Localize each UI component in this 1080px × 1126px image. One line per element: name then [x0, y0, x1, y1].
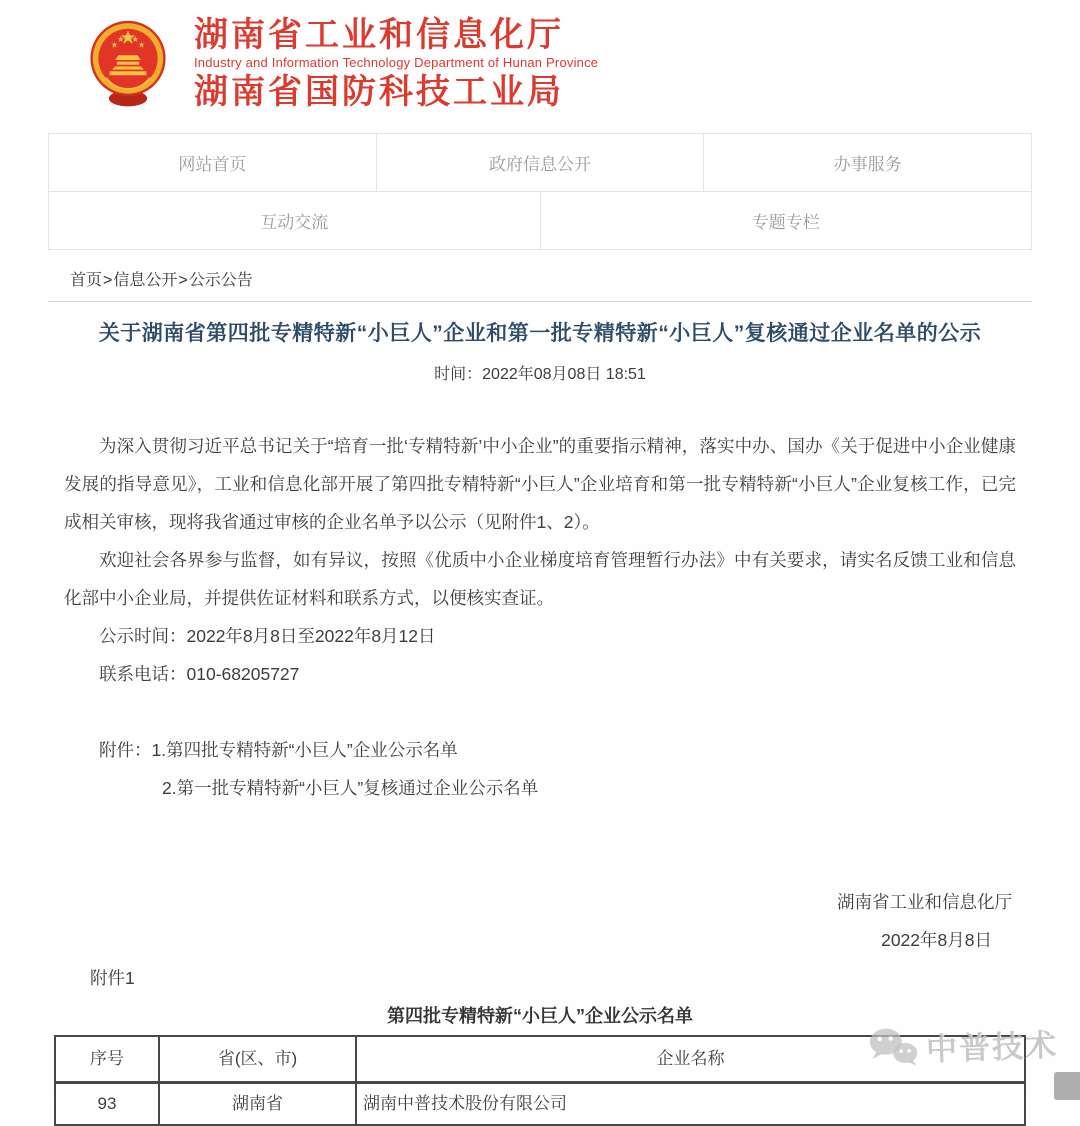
signature-org: 湖南省工业和信息化厅	[837, 892, 1012, 913]
signature-date: 2022年8月8日	[881, 930, 992, 951]
attachments-label: 附件：	[99, 740, 152, 761]
table-header-row	[55, 1036, 1025, 1083]
nav-row-2	[49, 191, 1031, 249]
paragraph-2: 欢迎社会各界参与监督，如有异议，按照《优质中小企业梯度培育管理暂行办法》中有关要求，请实名反馈工业和信息化部中小企业局，并提供佐证材料和联系方式，以便核实查证。	[64, 550, 1016, 609]
divider	[48, 301, 1032, 302]
attachment1-label: 附件1	[90, 968, 135, 989]
watermark-text: 中普技术	[925, 1027, 1059, 1067]
attachments-line-1	[64, 731, 1016, 769]
breadcrumb-separator: >	[178, 272, 188, 289]
attachments-line-2	[64, 769, 1016, 807]
attachment-link-1[interactable]: 1.第四批专精特新“小巨人”企业公示名单	[151, 740, 458, 761]
publicity-period: 公示时间：2022年8月8日至2022年8月12日	[99, 626, 436, 647]
page-title: 关于湖南省第四批专精特新“小巨人”企业和第一批专精特新“小巨人”复核通过企业名单的公示	[98, 322, 982, 345]
table-header-province: 省(区、市)	[159, 1036, 356, 1083]
cell-province: 湖南省	[159, 1083, 356, 1126]
contact-phone: 联系电话：010-68205727	[99, 664, 300, 685]
main-nav	[48, 133, 1032, 250]
org-name-line1: 湖南省工业和信息化厅	[194, 16, 564, 54]
org-name-line2: 湖南省国防科技工业局	[194, 73, 564, 111]
nav-item-special-columns[interactable]: 专题专栏	[540, 192, 1032, 249]
site-header	[0, 0, 1080, 111]
org-name-english: Industry and Information Technology Department of Hunan Province	[194, 55, 599, 70]
breadcrumb-announcements[interactable]: 公示公告	[188, 272, 253, 289]
corner-block	[1054, 1072, 1080, 1100]
attachment1-table-title: 第四批专精特新“小巨人”企业公示名单	[387, 1006, 693, 1027]
breadcrumb-separator: >	[103, 272, 113, 289]
cell-company: 湖南中普技术股份有限公司	[356, 1083, 1025, 1126]
table-row	[55, 1083, 1025, 1126]
cell-index: 93	[55, 1083, 159, 1126]
breadcrumb-info-disclosure[interactable]: 信息公开	[113, 272, 178, 289]
org-titles	[194, 16, 598, 111]
national-emblem-icon	[88, 18, 168, 110]
paragraph-1: 为深入贯彻习近平总书记关于“培育一批‘专精特新’中小企业”的重要指示精神，落实中办、国办《关于促进中小企业健康发展的指导意见》，工业和信息化部开展了第四批专精特新“小巨人”企业培育和第一批专精特新“小巨人”企业复核工作，已完成相关审核，现将我省通过审核的企业名单予以公示（见附件1、2）。	[64, 436, 1016, 533]
nav-item-services[interactable]: 办事服务	[703, 134, 1031, 191]
table-header-company: 企业名称	[356, 1036, 1025, 1083]
nav-item-interaction[interactable]: 互动交流	[260, 213, 329, 232]
table-header-index: 序号	[55, 1036, 159, 1083]
nav-item-home[interactable]: 网站首页	[178, 155, 247, 174]
publish-time: 时间：2022年08月08日 18:51	[434, 366, 646, 384]
breadcrumb	[70, 267, 1080, 290]
attachment1-table	[54, 1035, 1026, 1126]
breadcrumb-home[interactable]: 首页	[70, 272, 103, 289]
nav-item-gov-info[interactable]: 政府信息公开	[376, 134, 704, 191]
nav-row-1	[49, 134, 1031, 191]
attachment-link-2[interactable]: 2.第一批专精特新“小巨人”复核通过企业公示名单	[162, 778, 539, 799]
article-body	[64, 427, 1016, 1126]
